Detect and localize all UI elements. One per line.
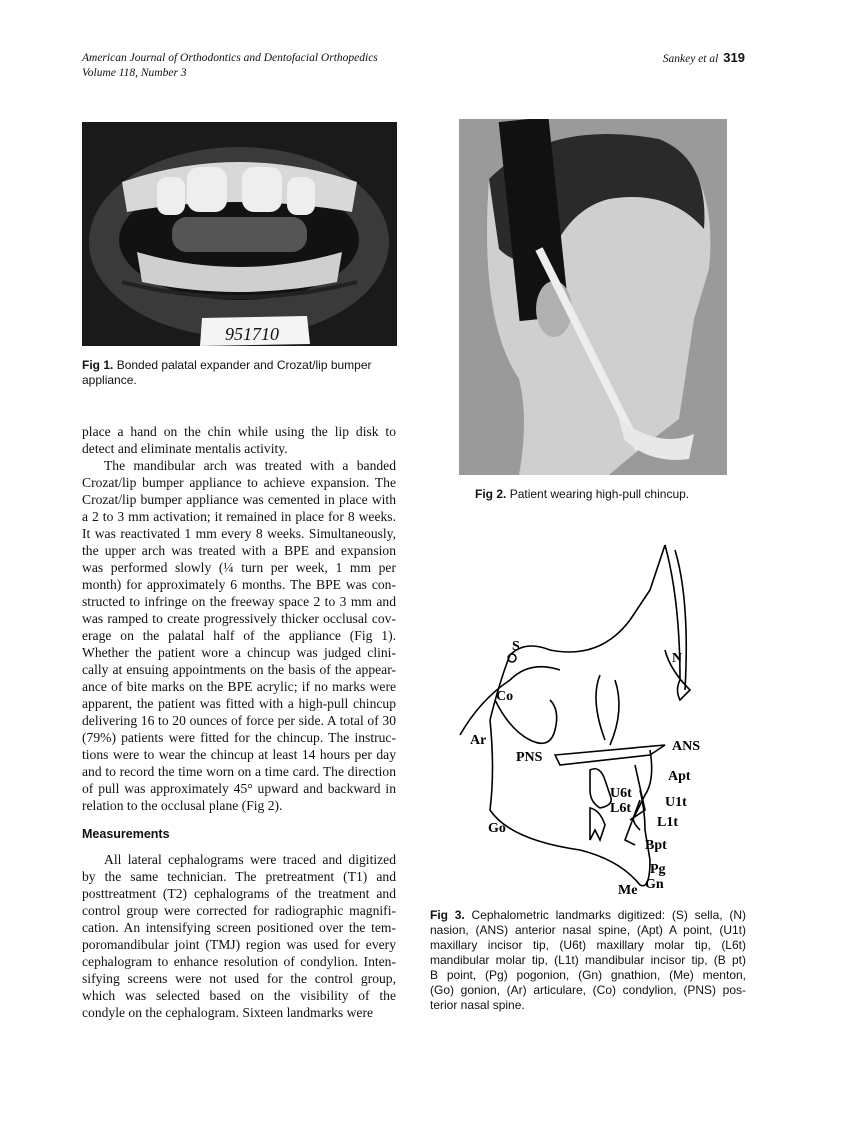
paragraph bbox=[82, 457, 396, 814]
text-line: posttreatment (T2) cephalograms of the treatment and bbox=[82, 886, 396, 901]
fig3-caption-line: terior nasal spine. bbox=[430, 998, 525, 1012]
fig3-label-me: Me bbox=[618, 883, 638, 898]
fig1-photo bbox=[82, 122, 397, 346]
fig2-caption bbox=[475, 487, 689, 502]
text-line: structed to infringe on the freeway space 2 to 3 mm and bbox=[82, 594, 396, 609]
fig2-caption-text: Patient wearing high-pull chincup. bbox=[509, 487, 690, 501]
text-line: cally at ensuing appointments on the basis of the appear- bbox=[82, 662, 396, 677]
text-line: Whether the patient wore a chincup was judged clini- bbox=[82, 645, 396, 660]
text-line: delivering 16 to 20 ounces of force per side. A total of 30 bbox=[82, 713, 396, 728]
page-header-right bbox=[663, 50, 745, 65]
fig1-caption-number: Fig 1. bbox=[82, 358, 114, 372]
paragraph bbox=[82, 851, 396, 1021]
text-line: and to record the time worn on a time card. The direction bbox=[82, 764, 396, 779]
text-line: condyle on the cephalogram. Sixteen landmarks were bbox=[82, 1005, 374, 1020]
fig3-cephalometric-tracing bbox=[450, 540, 730, 900]
text-line: the upper arch was treated with a BPE and expansion bbox=[82, 543, 396, 558]
fig1-caption bbox=[82, 358, 402, 388]
fig3-label-pg: Pg bbox=[650, 862, 666, 877]
fig3-label-bpt: Bpt bbox=[645, 838, 667, 853]
text-line: tions were to wear the chincup at least 14 hours per day bbox=[82, 747, 396, 762]
fig3-caption bbox=[430, 908, 746, 1013]
fig3-caption-text: Cephalometric landmarks digitized: (S) sella, (N) bbox=[471, 908, 746, 922]
fig2-caption-number: Fig 2. bbox=[475, 487, 507, 501]
fig3-label-co: Co bbox=[496, 689, 514, 704]
text-line: control group were corrected for radiographic magnifi- bbox=[82, 903, 396, 918]
fig3-label-l1t: L1t bbox=[657, 815, 678, 830]
fig3-caption-line: mandibular molar tip, (L1t) mandibular incisor tip, (B pt) bbox=[430, 953, 746, 967]
fig3-caption-line: nasion, (ANS) anterior nasal spine, (Apt) A point, (U1t) bbox=[430, 923, 746, 937]
journal-title: American Journal of Orthodontics and Dentofacial Orthopedics bbox=[82, 52, 378, 64]
text-line: was ramped to create progressively thicker occlusal cov- bbox=[82, 611, 396, 626]
text-line: cephalogram to enhance resolution of condylion. Inten- bbox=[82, 954, 396, 969]
text-line: month) for approximately 6 months. The BPE was con- bbox=[82, 577, 396, 592]
text-line: Crozat/lip bumper appliance to achieve expansion. The bbox=[82, 475, 396, 490]
journal-volume: Volume 118, Number 3 bbox=[82, 67, 187, 79]
text-line: poromandibular joint (TMJ) region was used for every bbox=[82, 937, 396, 952]
fig3-caption-line: B point, (Pg) pogonion, (Gn) gnathion, (Me) menton, bbox=[430, 968, 746, 982]
fig3-label-go: Go bbox=[488, 821, 506, 836]
fig3-label-l6t: L6t bbox=[610, 801, 631, 816]
page-number: 319 bbox=[723, 50, 745, 65]
fig3-label-apt: Apt bbox=[668, 769, 691, 784]
section-heading: Measurements bbox=[82, 827, 170, 841]
text-line: which was selected based on the visibility of the bbox=[82, 988, 396, 1003]
fig3-label-gn: Gn bbox=[645, 877, 664, 892]
text-line: (79%) patients were fitted for the chincup. The instruc- bbox=[82, 730, 396, 745]
text-line: place a hand on the chin while using the lip disk to bbox=[82, 424, 396, 439]
paragraph bbox=[82, 423, 396, 457]
text-line: All lateral cephalograms were traced and digitized bbox=[104, 852, 396, 867]
fig3-label-s: S bbox=[512, 639, 520, 654]
text-line: It was reactivated 1 mm every 8 weeks. Simultaneously, bbox=[82, 526, 396, 541]
text-line: a 2 to 3 mm activation; it remained in place for 8 weeks. bbox=[82, 509, 396, 524]
fig1-caption-text: Bonded palatal expander and Crozat/lip bumper appliance. bbox=[82, 358, 372, 387]
fig3-caption-line: (Go) gonion, (Ar) articulare, (Co) condylion, (PNS) pos- bbox=[430, 983, 746, 997]
fig3-label-u1t: U1t bbox=[665, 795, 687, 810]
text-line: of pull was approximately 45° upward and backward in bbox=[82, 781, 396, 796]
text-line: was performed slowly (¼ turn per week, 1 mm per bbox=[82, 560, 396, 575]
fig3-label-u6t: U6t bbox=[610, 786, 632, 801]
text-line: erage on the palatal half of the appliance (Fig 1). bbox=[82, 628, 396, 643]
fig3-caption-line bbox=[430, 908, 746, 923]
text-line: relation to the occlusal plane (Fig 2). bbox=[82, 798, 283, 813]
body-text-column bbox=[82, 423, 396, 1021]
fig3-caption-number: Fig 3. bbox=[430, 908, 465, 922]
fig3-caption-line: maxillary incisor tip, (U6t) maxillary molar tip, (L6t) bbox=[430, 938, 746, 952]
photo-label: 951710 bbox=[225, 324, 279, 344]
authors: Sankey et al bbox=[662, 53, 719, 65]
fig3-label-pns: PNS bbox=[516, 750, 543, 765]
fig3-label-ans: ANS bbox=[672, 739, 701, 754]
fig3-label-ar: Ar bbox=[470, 733, 487, 748]
text-line: detect and eliminate mentalis activity. bbox=[82, 441, 288, 456]
text-line: cation. An intensifying screen positioned over the tem- bbox=[82, 920, 396, 935]
text-line: apparent, the patient was fitted with a high-pull chincup bbox=[82, 696, 396, 711]
text-line: Crozat/lip bumper appliance was cemented in place with bbox=[82, 492, 396, 507]
text-line: ance of bite marks on the BPE acrylic; if no marks were bbox=[82, 679, 396, 694]
fig3-label-n: N bbox=[672, 651, 683, 666]
text-line: The mandibular arch was treated with a banded bbox=[104, 458, 396, 473]
text-line: by the same technician. The pretreatment (T1) and bbox=[82, 869, 396, 884]
text-line: sifying screens were not used for the control group, bbox=[82, 971, 396, 986]
running-header bbox=[82, 51, 378, 81]
fig2-photo bbox=[459, 119, 727, 475]
